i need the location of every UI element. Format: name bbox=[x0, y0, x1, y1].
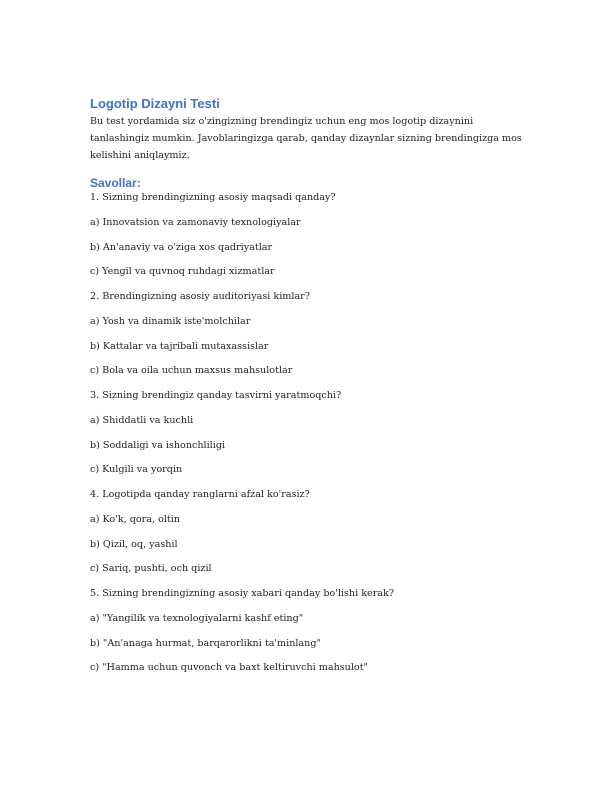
section-heading: Savollar: bbox=[90, 176, 141, 190]
document-page bbox=[90, 96, 530, 686]
question-2-option-b: b) Kattalar va tajribali mutaxassislar bbox=[90, 340, 269, 352]
question-4-option-a: a) Ko'k, qora, oltin bbox=[90, 513, 181, 525]
question-5-option-a: a) "Yangilik va texnologiyalarni kashf eting" bbox=[90, 612, 304, 624]
question-2-option-a: a) Yosh va dinamik iste'molchilar bbox=[90, 315, 251, 327]
intro-paragraph: Bu test yordamida siz o'zingizning brendingiz uchun eng mos logotip dizaynini tanlashingiz mumkin. Javoblaringizga qarab, qanday dizaynlar sizning brendingizga mos kelishini aniqlaymiz. bbox=[90, 116, 522, 161]
document-title: Logotip Dizayni Testi bbox=[90, 96, 220, 111]
question-3-text: 3. Sizning brendingiz qanday tasvirni yaratmoqchi? bbox=[90, 390, 342, 401]
question-5-option-c: c) "Hamma uchun quvonch va baxt keltiruvchi mahsulot" bbox=[90, 662, 368, 674]
question-list bbox=[90, 191, 530, 686]
question-4-text: 4. Logotipda qanday ranglarni afzal ko'rasiz? bbox=[90, 489, 310, 500]
question-1-option-c: c) Yengil va quvnoq ruhdagi xizmatlar bbox=[90, 266, 275, 278]
question-2-text: 2. Brendingizning asosiy auditoriyasi kimlar? bbox=[90, 291, 310, 302]
question-1-option-b: b) An'anaviy va o'ziga xos qadriyatlar bbox=[90, 241, 273, 253]
question-4-option-b: b) Qizil, oq, yashil bbox=[90, 538, 178, 550]
question-3-option-c: c) Kulgili va yorqin bbox=[90, 464, 183, 476]
question-4-option-c: c) Sariq, pushti, och qizil bbox=[90, 563, 212, 575]
question-3-option-b: b) Soddaligi va ishonchliligi bbox=[90, 439, 226, 451]
question-5-option-b: b) "An'anaga hurmat, barqarorlikni ta'minlang" bbox=[90, 637, 321, 649]
question-2-option-c: c) Bola va oila uchun maxsus mahsulotlar bbox=[90, 365, 293, 377]
question-1-option-a: a) Innovatsion va zamonaviy texnologiyalar bbox=[90, 216, 301, 228]
question-3-option-a: a) Shiddatli va kuchli bbox=[90, 414, 194, 426]
question-5-text: 5. Sizning brendingizning asosiy xabari qanday bo'lishi kerak? bbox=[90, 588, 394, 599]
question-1-text: 1. Sizning brendingizning asosiy maqsadi qanday? bbox=[90, 192, 336, 203]
